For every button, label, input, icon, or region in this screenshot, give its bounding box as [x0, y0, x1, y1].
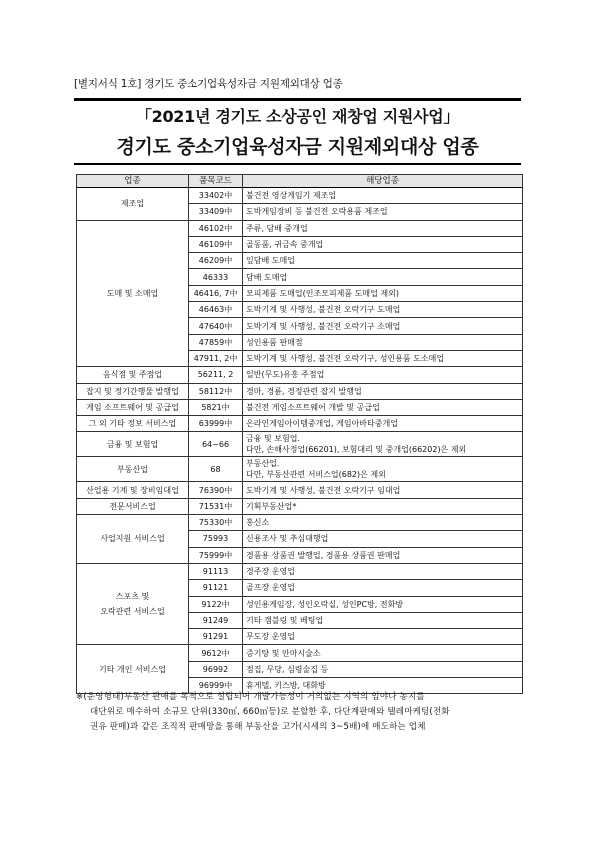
code-cell: 46209中 [189, 253, 243, 269]
industry-cell: 잡지 및 정기간행물 발행업 [77, 383, 189, 399]
code-cell: 75330中 [189, 515, 243, 531]
code-cell: 47911, 2中 [189, 350, 243, 366]
excluded-industries-table [76, 174, 523, 694]
table-row [77, 188, 523, 204]
description-cell: 도박기계 및 사행성, 불건전 오락기구 소매업 [243, 318, 523, 334]
description-cell: 일반(무도)유흥 주점업 [243, 367, 523, 383]
code-cell: 47859中 [189, 334, 243, 350]
description-cell: 경주장 운영업 [243, 563, 523, 579]
description-cell: 온라인게임아이템중개업, 게임아바타중개업 [243, 416, 523, 432]
title-bottom-rule [74, 163, 521, 165]
table-body [77, 188, 523, 694]
code-cell: 63999中 [189, 416, 243, 432]
description-exception-line: 다만, 부동산관련 서비스업(682)은 제외 [246, 470, 386, 480]
code-cell: 75999中 [189, 547, 243, 563]
description-line: 부동산업. [246, 459, 280, 469]
industry-cell: 산업용 기계 및 장비임대업 [77, 482, 189, 498]
code-cell: 46416, 7中 [189, 285, 243, 301]
description-cell: 주류, 담배 중개업 [243, 220, 523, 236]
description-cell: 휴게텔, 키스방, 대화방 [243, 678, 523, 694]
table-header-row [77, 175, 523, 188]
code-cell: 56211, 2 [189, 367, 243, 383]
industry-cell [77, 563, 189, 644]
code-cell: 5821中 [189, 399, 243, 415]
table-row [77, 383, 523, 399]
code-cell: 9612中 [189, 645, 243, 661]
description-line: 금융 및 보험업. [246, 434, 300, 444]
footnote [76, 690, 522, 735]
description-cell: 도박기계 및 사행성, 불건전 오락기구, 성인용품 도소매업 [243, 350, 523, 366]
code-cell: 47640中 [189, 318, 243, 334]
description-cell: 증기탕 및 안마시술소 [243, 645, 523, 661]
description-cell: 골프장 운영업 [243, 580, 523, 596]
description-cell: 도박기계 및 사행성, 불건전 오락기구 임대업 [243, 482, 523, 498]
table-row [77, 498, 523, 514]
code-cell: 91113 [189, 563, 243, 579]
description-cell: 경품용 상품권 발행업, 경품용 상품권 판매업 [243, 547, 523, 563]
code-cell: 9122中 [189, 596, 243, 612]
description-cell: 불건전 영상게임기 제조업 [243, 188, 523, 204]
code-cell: 96992 [189, 661, 243, 677]
table-row [77, 563, 523, 579]
table-row [77, 515, 523, 531]
table-row [77, 457, 523, 482]
industry-cell: 금융 및 보험업 [77, 432, 189, 457]
code-cell: 75993 [189, 531, 243, 547]
code-cell: 91249 [189, 612, 243, 628]
document-title-main: 경기도 중소기업육성자금 지원제외대상 업종 [116, 136, 479, 158]
industry-cell: 음식점 및 주점업 [77, 367, 189, 383]
description-cell [243, 457, 523, 482]
industry-cell: 기타 개인 서비스업 [77, 645, 189, 694]
table-row [77, 645, 523, 661]
table-row [77, 432, 523, 457]
footnote-line-2: 대단위로 매수하여 소규모 단위(330㎡, 660㎡등)로 분할한 후, 다단계판매와 텔레마케팅(전화 [90, 707, 450, 717]
description-cell: 기획부동산업* [243, 498, 523, 514]
description-cell: 불건전 게임소프트웨어 개발 및 공급업 [243, 399, 523, 415]
header-description: 해당업종 [243, 175, 523, 188]
description-cell: 경마, 경륜, 경정관련 잡지 발행업 [243, 383, 523, 399]
code-cell: 96999中 [189, 678, 243, 694]
code-cell: 46109中 [189, 236, 243, 252]
table-row [77, 367, 523, 383]
code-cell: 33402中 [189, 188, 243, 204]
description-cell: 점집, 무당, 심령술집 등 [243, 661, 523, 677]
code-cell: 91291 [189, 629, 243, 645]
table-row [77, 482, 523, 498]
document-title-project: 「2021년 경기도 소상공인 재창업 지원사업」 [135, 107, 460, 126]
code-cell: 68 [189, 457, 243, 482]
table-row [77, 220, 523, 236]
description-cell: 기타 갬블링 및 베팅업 [243, 612, 523, 628]
title-top-rule [74, 98, 521, 101]
description-cell: 도박게임장비 등 불건전 오락용품 제조업 [243, 204, 523, 220]
code-cell: 76390中 [189, 482, 243, 498]
description-cell: 무도장 운영업 [243, 629, 523, 645]
annex-label: [별지서식 1호] 경기도 중소기업육성자금 지원제외대상 업종 [74, 78, 343, 90]
footnote-line-1: ※(운영형태)부동산 판매를 목적으로 설립되어 개발가능성이 거의없는 지역의 임야나 농지를 [76, 692, 425, 702]
table-row [77, 416, 523, 432]
code-cell: 58112中 [189, 383, 243, 399]
code-cell: 71531中 [189, 498, 243, 514]
description-cell: 잎담배 도매업 [243, 253, 523, 269]
industry-cell: 도매 및 소매업 [77, 220, 189, 367]
industry-cell: 전문서비스업 [77, 498, 189, 514]
code-cell: 46333 [189, 269, 243, 285]
description-cell: 성인용게임장, 성인오락실, 성인PC방, 전화방 [243, 596, 523, 612]
description-cell: 성인용품 판매점 [243, 334, 523, 350]
description-exception-line: 다만, 손해사정업(66201), 보험대리 및 중개업(66202)은 제외 [246, 445, 467, 455]
code-cell: 46102中 [189, 220, 243, 236]
industry-label-line: 스포츠 및 [115, 592, 150, 602]
industry-cell: 부동산업 [77, 457, 189, 482]
code-cell: 46463中 [189, 302, 243, 318]
description-cell: 골동품, 귀금속 중개업 [243, 236, 523, 252]
industry-label-line: 오락관련 서비스업 [100, 607, 165, 617]
code-cell: 64~66 [189, 432, 243, 457]
table-row [77, 399, 523, 415]
footnote-line-3: 권유 판매)과 같은 조직적 판매망을 통해 부동산을 고가(시세의 3~5배)에 매도하는 업체 [90, 722, 426, 732]
description-cell: 모피제품 도매업(인조모피제품 도매업 제외) [243, 285, 523, 301]
industry-cell: 그 외 기타 정보 서비스업 [77, 416, 189, 432]
description-cell: 신용조사 및 추심대행업 [243, 531, 523, 547]
code-cell: 91121 [189, 580, 243, 596]
code-cell: 33409中 [189, 204, 243, 220]
industry-cell: 제조업 [77, 188, 189, 221]
industry-cell: 게임 소프트웨어 및 공급업 [77, 399, 189, 415]
header-code: 품목코드 [189, 175, 243, 188]
description-cell: 담배 도매업 [243, 269, 523, 285]
description-cell [243, 432, 523, 457]
industry-cell: 사업지원 서비스업 [77, 515, 189, 564]
description-cell: 홍신소 [243, 515, 523, 531]
header-industry: 업종 [77, 175, 189, 188]
description-cell: 도박기계 및 사행성, 불건전 오락기구 도매업 [243, 302, 523, 318]
